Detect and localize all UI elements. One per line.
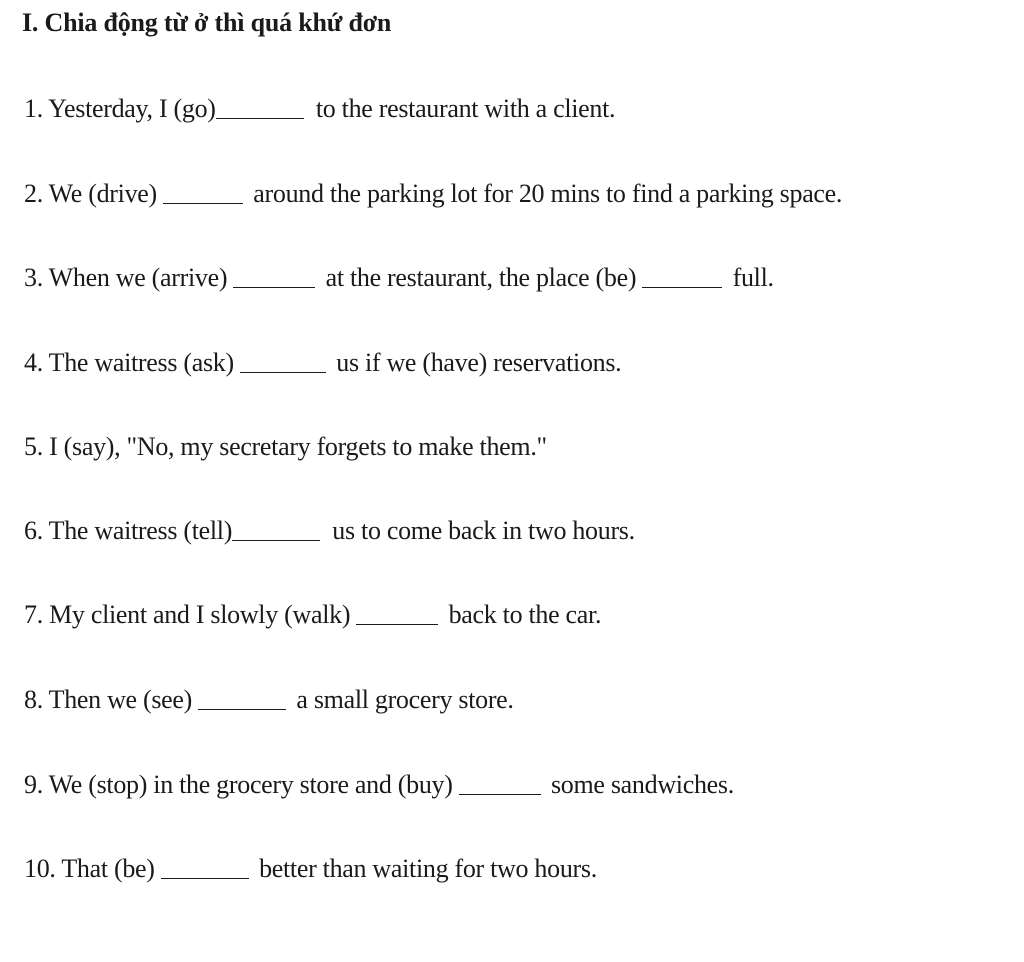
question-4 [24, 348, 621, 378]
answer-blank[interactable] [161, 856, 249, 879]
answer-blank[interactable] [232, 518, 320, 541]
question-text: better than waiting for two hours. [259, 854, 597, 883]
question-number: 8. [24, 685, 43, 714]
answer-blank[interactable] [459, 772, 541, 795]
question-text: a small grocery store. [296, 685, 514, 714]
question-3 [24, 263, 774, 293]
question-text: The waitress (ask) [48, 348, 234, 377]
question-number: 2. [24, 179, 43, 208]
question-text: around the parking lot for 20 mins to find a parking space. [253, 179, 843, 208]
question-8 [24, 685, 514, 715]
question-1 [24, 94, 615, 124]
question-7 [24, 600, 601, 630]
question-text: at the restaurant, the place (be) [325, 263, 637, 292]
question-6 [24, 516, 635, 546]
answer-blank[interactable] [216, 96, 304, 119]
question-number: 10. [24, 854, 56, 883]
question-number: 1. [24, 94, 43, 123]
question-text: The waitress (tell) [48, 516, 233, 545]
answer-blank[interactable] [163, 181, 243, 204]
question-number: 7. [24, 600, 43, 629]
question-text: some sandwiches. [550, 770, 734, 799]
answer-blank[interactable] [240, 350, 326, 373]
question-9 [24, 770, 734, 800]
answer-blank[interactable] [233, 265, 315, 288]
question-text: My client and I slowly (walk) [49, 600, 351, 629]
exercise-title: I. Chia động từ ở thì quá khứ đơn [22, 8, 392, 37]
question-text: When we (arrive) [48, 263, 228, 292]
question-text: back to the car. [448, 600, 602, 629]
question-text: I (say), "No, my secretary forgets to make them." [49, 432, 547, 461]
question-text: We (drive) [48, 179, 157, 208]
question-text: Yesterday, I (go) [48, 94, 216, 123]
answer-blank[interactable] [642, 265, 722, 288]
question-text: Then we (see) [48, 685, 192, 714]
question-number: 4. [24, 348, 43, 377]
question-number: 6. [24, 516, 43, 545]
question-text: to the restaurant with a client. [315, 94, 616, 123]
question-text: That (be) [61, 854, 155, 883]
question-5 [24, 432, 547, 462]
question-10 [24, 854, 597, 884]
question-number: 3. [24, 263, 43, 292]
question-text: us to come back in two hours. [332, 516, 635, 545]
question-number: 5. [24, 432, 43, 461]
question-2 [24, 179, 842, 209]
question-text: We (stop) in the grocery store and (buy) [48, 770, 453, 799]
answer-blank[interactable] [356, 602, 438, 625]
question-text: us if we (have) reservations. [336, 348, 622, 377]
answer-blank[interactable] [198, 687, 286, 710]
question-number: 9. [24, 770, 43, 799]
question-text: full. [732, 263, 774, 292]
